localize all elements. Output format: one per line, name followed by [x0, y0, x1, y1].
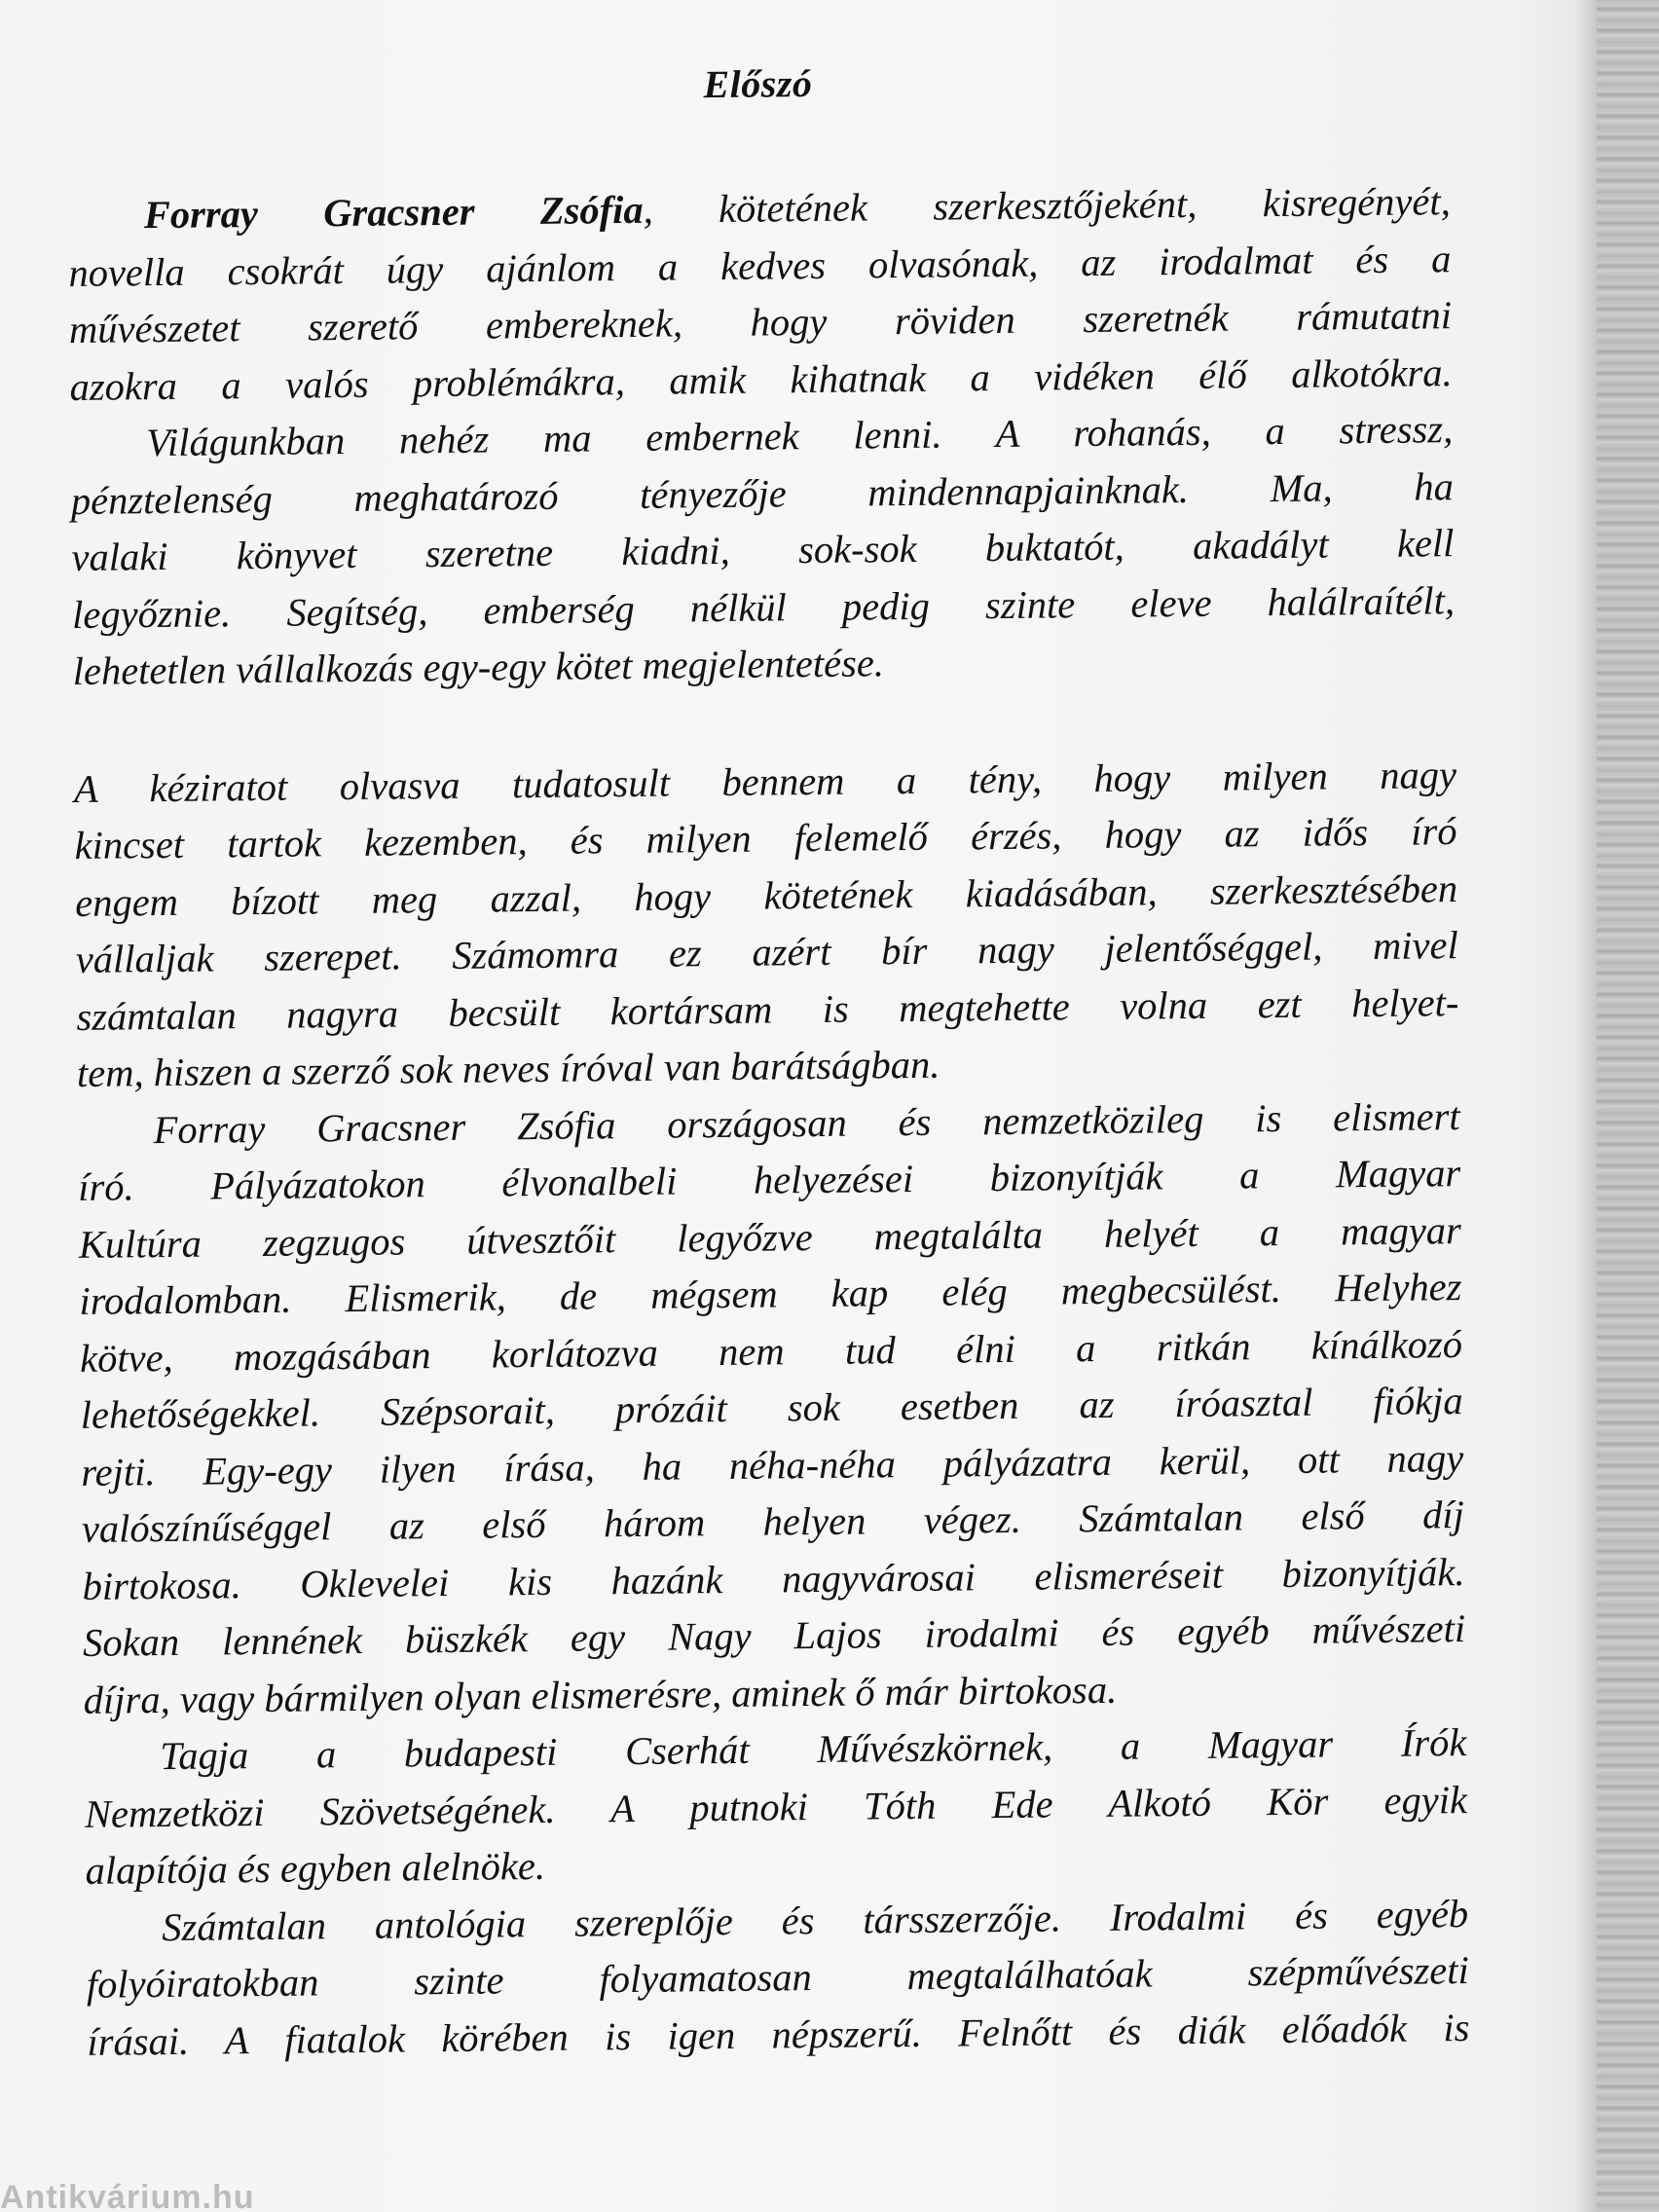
- book-page-edges: [1597, 0, 1659, 2212]
- paragraph-line: birtokosa. Oklevelei kis hazánk nagyvárosai elismeréseit bizonyítják.: [82, 1549, 1465, 1608]
- paragraph-line: díjra, vagy bármilyen olyan elismerésre, aminek ő már birtokosa.: [83, 1667, 1118, 1722]
- paragraph-line: rejti. Egy-egy ilyen írása, ha néha-néha pályázatra kerül, ott nagy: [81, 1435, 1464, 1494]
- paragraph-line: azokra a valós problémákra, amik kihatnak a vidéken élő alkotókra.: [69, 350, 1453, 409]
- paragraph-line: valószínűséggel az első három helyen végez. Számtalan első díj: [81, 1493, 1465, 1551]
- paragraph-line: számtalan nagyra becsült kortársam is megtehette volna ezt helyet-: [76, 979, 1459, 1039]
- page-edge-shadow: [1575, 0, 1597, 2212]
- paragraph-line: Világunkban nehéz ma embernek lenni. A rohanás, a stressz,: [146, 407, 1454, 465]
- paragraph-line: irodalomban. Elismerik, de mégsem kap elég megbecsülést. Helyhez: [79, 1265, 1462, 1323]
- paragraph-4: [77, 1088, 1466, 1729]
- author-name: Forray Gracsner Zsófia: [143, 187, 644, 238]
- paragraph-line: legyőznie. Segítség, emberség nélkül pedig szinte eleve halálraítélt,: [71, 577, 1456, 637]
- paragraph-line: író. Pályázatokon élvonalbeli helyezései bizonyítják a Magyar: [78, 1151, 1461, 1209]
- paragraph-line: Tagja a budapesti Cserhát Művészkörnek, a Magyar Írók: [160, 1720, 1467, 1779]
- paragraph-line: Számtalan antológia szereplője és társszerzője. Irodalmi és egyéb: [161, 1891, 1469, 1949]
- paragraph-text: , kötetének szerkesztőjeként, kisregényét,: [643, 179, 1451, 232]
- paragraph-3: [74, 747, 1460, 1103]
- paragraph-line: lehetetlen vállalkozás egy-egy kötet megjelentetése.: [72, 641, 885, 693]
- watermark: Antikvárium.hu: [0, 2179, 255, 2212]
- paragraph-line: kincset tartok kezemben, és milyen felemelő érzés, hogy az idős író: [74, 809, 1457, 867]
- paragraph-line: pénztelenség meghatározó tényezője mindennapjainknak. Ma, ha: [70, 463, 1455, 523]
- paragraph-line: tem, hiszen a szerző sok neves íróval van barátságban.: [76, 1042, 940, 1095]
- paragraph-line: lehetőségekkel. Szépsorait, prózáit sok esetben az íróasztal fiókja: [80, 1379, 1463, 1437]
- paragraph-5: [84, 1714, 1468, 1899]
- paragraph-line: alapítója és egyben alelnöke.: [85, 1843, 546, 1893]
- page-text-block: [66, 32, 1470, 2071]
- paragraph-line: vállaljak szerepet. Számomra ez azért bír nagy jelentőséggel, mivel: [75, 923, 1458, 981]
- paragraph-line: Kultúra zegzugos útvesztőit legyőzve megtalálta helyét a magyar: [78, 1207, 1462, 1267]
- page-title: Előszó: [703, 60, 813, 107]
- paragraph-line: A kéziratot olvasva tudatosult bennem a tény, hogy milyen nagy: [73, 752, 1457, 811]
- paragraph-2: [70, 401, 1456, 700]
- paragraph-line: Forray Gracsner Zsófia országosan és nemzetközileg is elismert: [153, 1093, 1460, 1152]
- paragraph-line: valaki könyvet szeretne kiadni, sok-sok buktatót, akadályt kell: [71, 521, 1455, 579]
- paragraph-1: [68, 173, 1453, 416]
- paragraph-line: Sokan lennének büszkék egy Nagy Lajos irodalmi és egyéb művészeti: [82, 1606, 1466, 1665]
- paragraph-line: folyóiratokban szinte folyamatosan megtalálhatóak szépművészeti: [86, 1948, 1470, 2007]
- paragraph-line: engem bízott meg azzal, hogy kötetének kiadásában, szerkesztésében: [74, 866, 1458, 925]
- paragraph-line: kötve, mozgásában korlátozva nem tud élni a ritkán kínálkozó: [79, 1321, 1463, 1381]
- paragraph-6: [86, 1886, 1470, 2071]
- paragraph-line: írásai. A fiatalok körében is igen népszerű. Felnőtt és diák előadók is: [87, 2005, 1470, 2064]
- paragraph-line: művészetet szerető embereknek, hogy röviden szeretnék rámutatni: [68, 293, 1453, 351]
- paragraph-line: Nemzetközi Szövetségének. A putnoki Tóth Ede Alkotó Kör egyik: [84, 1777, 1468, 1836]
- paragraph-line: novella csokrát úgy ajánlom a kedves olvasónak, az irodalmat és a: [68, 236, 1452, 295]
